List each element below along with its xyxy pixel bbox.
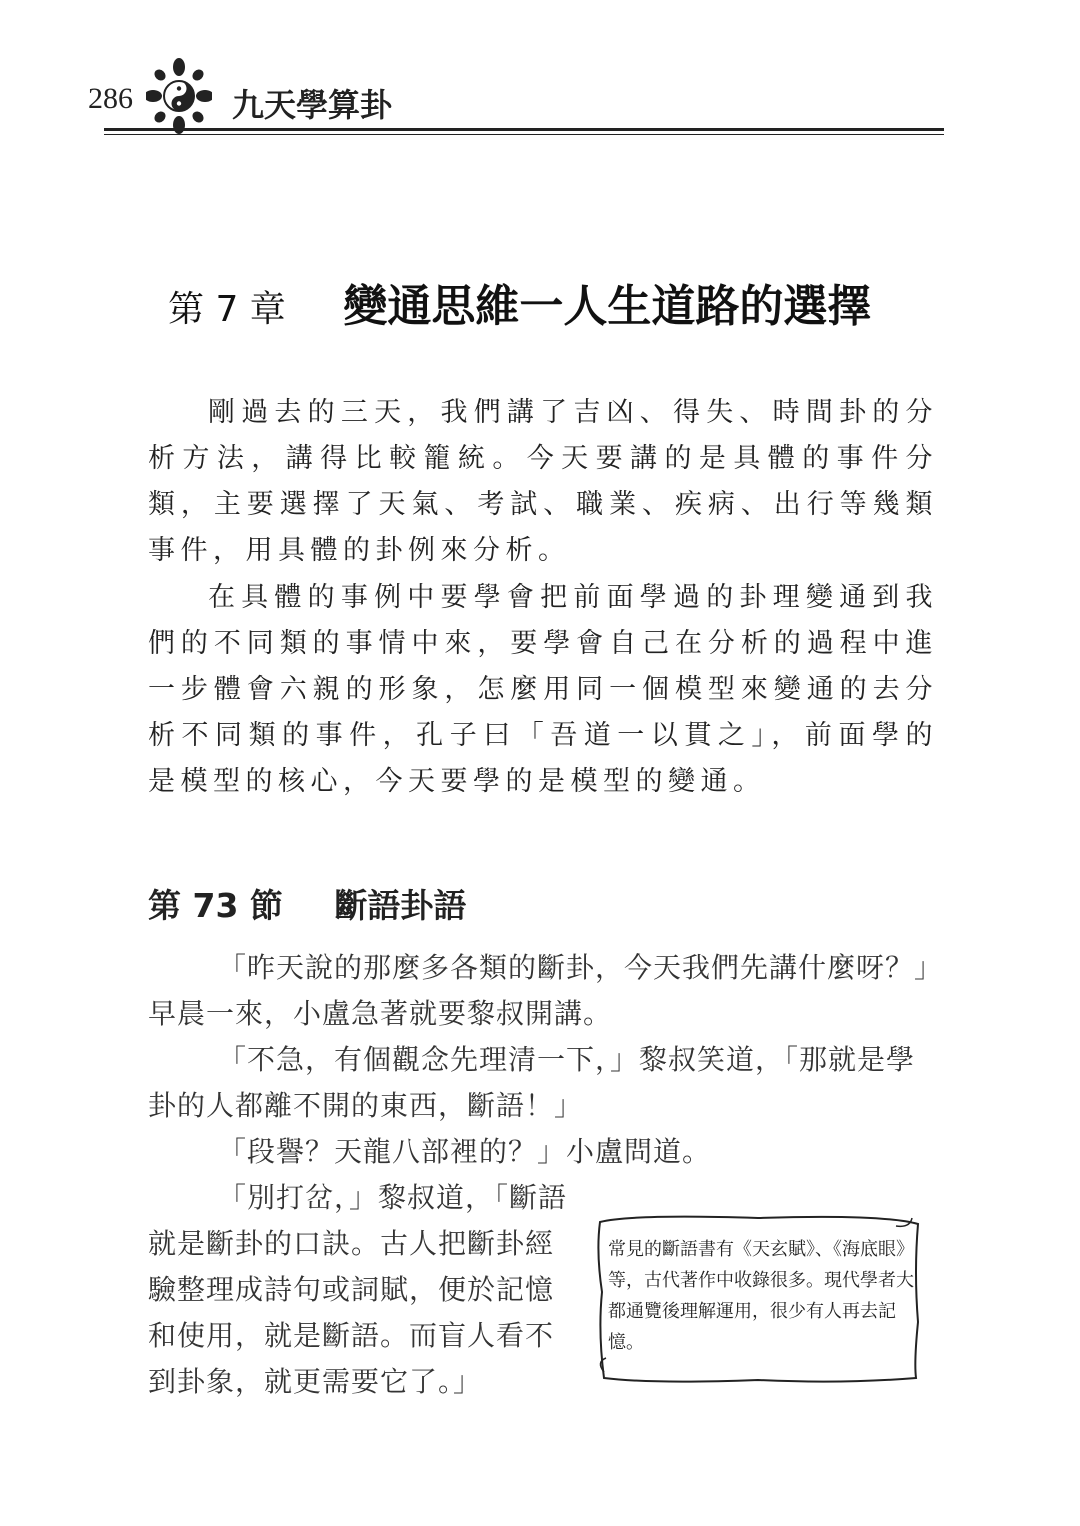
yin-yang-lotus-icon: [146, 58, 212, 134]
book-title: 九天學算卦: [232, 86, 393, 124]
chapter-heading: [168, 270, 871, 334]
chapter-title: 變通思維一人生道路的選擇: [343, 281, 872, 332]
intro-paragraph-2: 在具體的事例中要學會把前面學過的卦理變通到我們的不同類的事情中來，要學會自己在分析的過程中進一步體會六親的形象，怎麼用同一個模型來變通的去分析不同類的事件，孔子曰「吾道一以貫之」，前面學的是模型的核心，今天要學的是模型的變通。: [148, 582, 938, 797]
sidenote-text: 常見的斷語書有《天玄賦》、《海底眼》等，古代著作中收錄很多。現代學者大都通覽後理解運用，很少有人再去記憶。: [608, 1239, 914, 1353]
dialog-paragraph-3: 「段譽？天龍八部裡的？」小盧問道。: [218, 1135, 712, 1168]
section-title: 斷語卦語: [334, 886, 467, 925]
dialog-paragraph-2: 「不急，有個觀念先理清一下，」黎叔笑道，「那就是學卦的人都離不開的東西，斷語！」: [148, 1043, 916, 1122]
intro-paragraph-1: 剛過去的三天，我們講了吉凶、得失、時間卦的分析方法，講得比較籠統。今天要講的是具體的事件分類，主要選擇了天氣、考試、職業、疾病、出行等幾類事件，用具體的卦例來分析。: [148, 397, 938, 566]
dialog-paragraph-1: 「昨天說的那麼多各類的斷卦，今天我們先講什麼呀？」早晨一來，小盧急著就要黎叔開講。: [148, 951, 930, 1030]
page-number: 286: [88, 82, 133, 115]
section-heading: [148, 880, 466, 927]
section-number: 第 73 節: [148, 886, 283, 925]
page-header: [88, 58, 948, 140]
chapter-number: 第 7 章: [168, 289, 286, 330]
header-rule-thin: [104, 134, 944, 135]
dialog-paragraph-4: 「別打岔，」黎叔道，「斷語就是斷卦的口訣。古人把斷卦經驗整理成詩句或詞賦，便於記憶和使用，就是斷語。而盲人看不到卦象，就更需要它了。」: [148, 1181, 568, 1398]
sidenote-box: [592, 1212, 924, 1386]
header-rule: [104, 128, 944, 131]
